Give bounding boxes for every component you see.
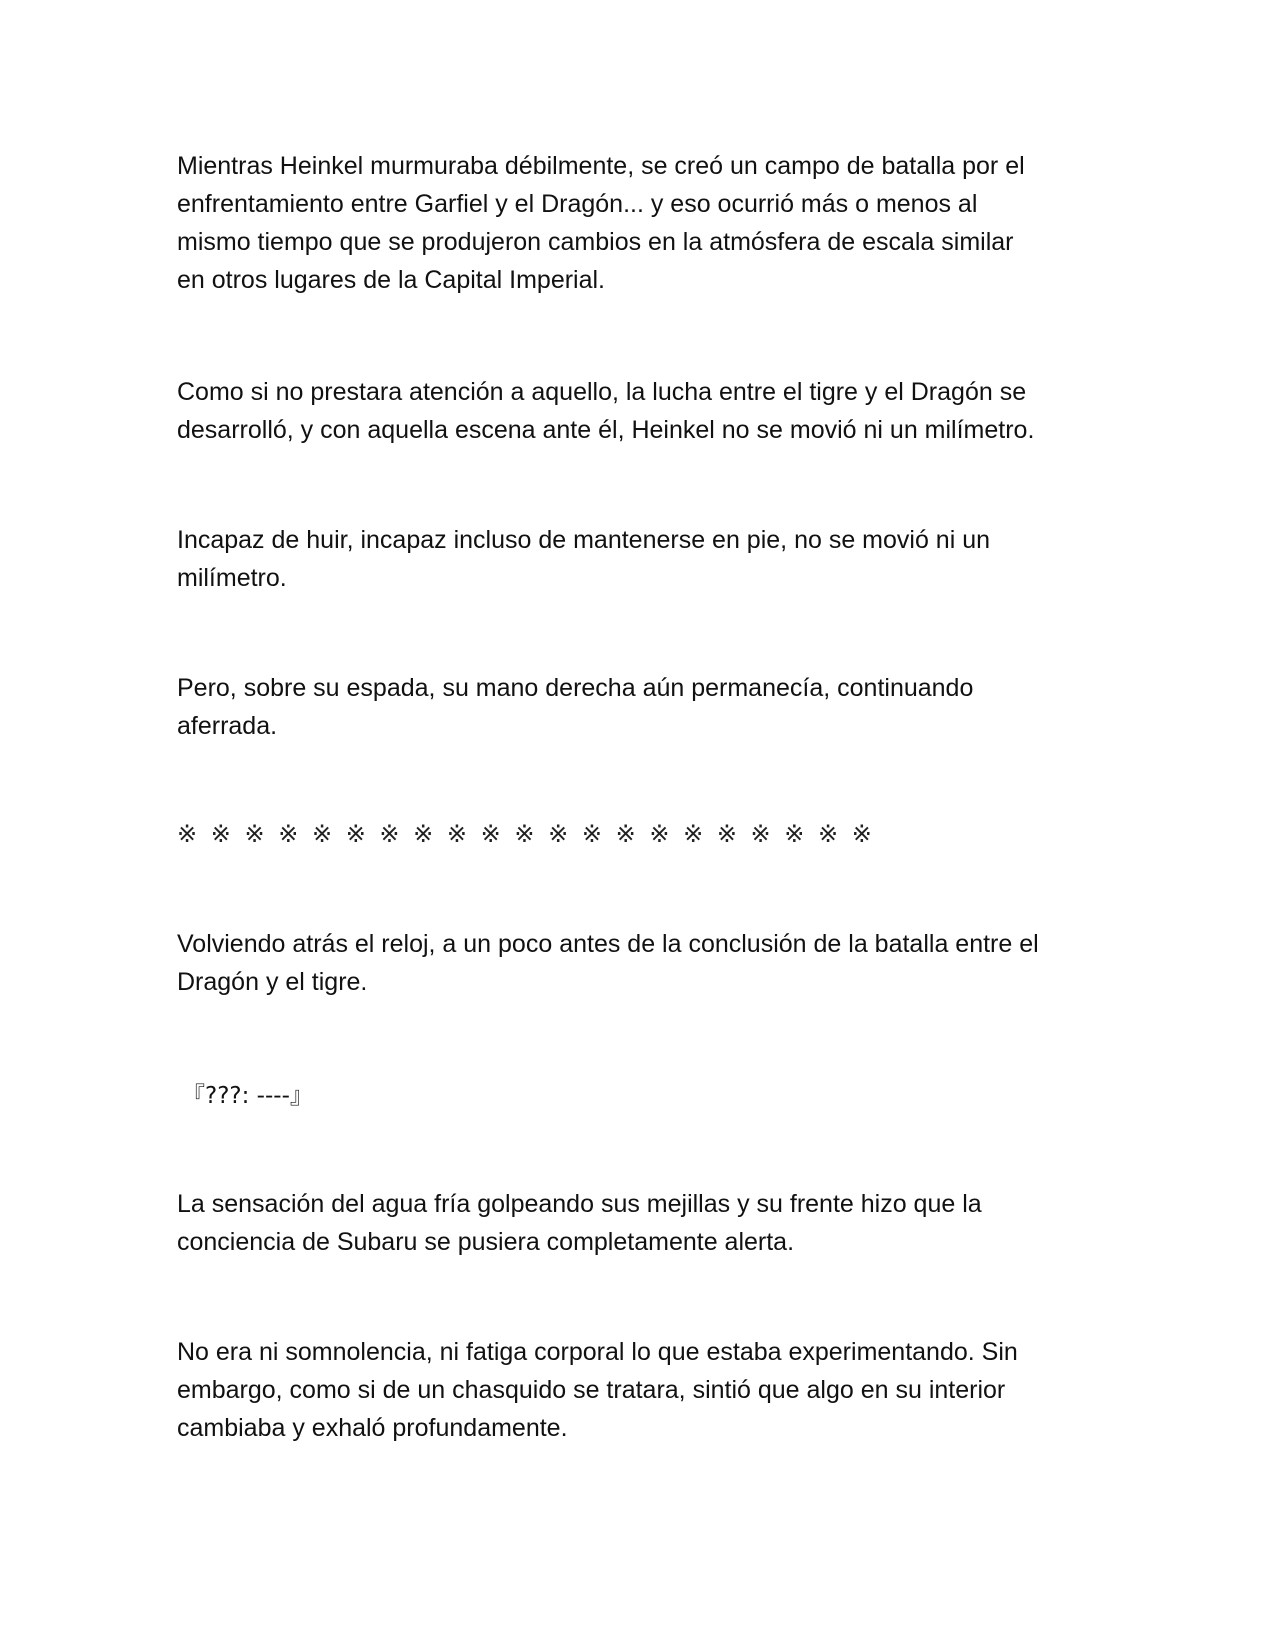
scene-separator: ※ ※ ※ ※ ※ ※ ※ ※ ※ ※ ※ ※ ※ ※ ※ ※ ※ ※ ※ ※ ※ — [177, 820, 872, 848]
paragraph-2: Como si no prestara atención a aquello, la lucha entre el tigre y el Dragón se desarrolló, y con aquella escena ante él, Heinkel no se movió ni un milímetro. — [177, 378, 1035, 444]
paragraph-7: La sensación del agua fría golpeando sus mejillas y su frente hizo que la conciencia de Subaru se pusiera completamente alerta. — [177, 1190, 982, 1256]
paragraph-5: Volviendo atrás el reloj, a un poco antes de la conclusión de la batalla entre el Dragón y el tigre. — [177, 930, 1039, 996]
dialogue-line: 『???: ----』 — [182, 1083, 313, 1109]
paragraph-8: No era ni somnolencia, ni fatiga corporal lo que estaba experimentando. Sin embargo, como si de un chasquido se tratara, sintió que algo en su interior cambiaba y exhaló profundamente. — [177, 1338, 1018, 1442]
paragraph-4: Pero, sobre su espada, su mano derecha aún permanecía, continuando aferrada. — [177, 674, 974, 740]
paragraph-3: Incapaz de huir, incapaz incluso de mantenerse en pie, no se movió ni un milímetro. — [177, 526, 991, 592]
paragraph-1: Mientras Heinkel murmuraba débilmente, se creó un campo de batalla por el enfrentamiento entre Garfiel y el Dragón... y eso ocurrió más o menos al mismo tiempo que se produjeron cambios en la atmósfera de escala similar en otros lugares de la Capital Imperial. — [177, 152, 1025, 294]
